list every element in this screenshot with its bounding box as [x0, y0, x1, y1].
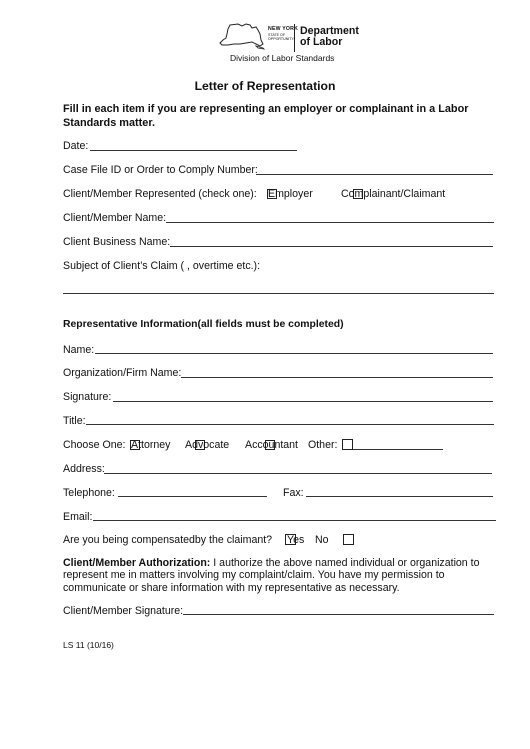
- instructions: Fill in each item if you are representing an employer or complainant in a Labor Standards matter.: [63, 103, 469, 129]
- email-label: Email:: [63, 511, 93, 523]
- department-line-1: Department: [300, 25, 359, 37]
- state-of-opportunity-label: STATE OF OPPORTUNITY.: [268, 33, 295, 42]
- form-number: LS 11 (10/16): [63, 640, 114, 650]
- subject-field[interactable]: [63, 293, 494, 294]
- date-label: Date:: [63, 140, 89, 152]
- title-field[interactable]: [86, 424, 494, 425]
- other-field[interactable]: [353, 449, 443, 450]
- attorney-option-label: Attorney: [131, 439, 171, 451]
- complainant-option-label: Complainant/Claimant: [341, 188, 446, 200]
- org-field[interactable]: [181, 377, 493, 378]
- client-represented-label: Client/Member Represented (check one):: [63, 188, 257, 200]
- subject-label: Subject of Client’s Claim ( , overtime etc.):: [63, 260, 261, 272]
- no-option-label: No: [315, 534, 329, 546]
- authorization-text: I authorize the above named individual or organization to represent me in matters involving my complaint/claim. You have my permission to communicate or share information with my representative as necessary.: [63, 557, 480, 594]
- signature-field[interactable]: [113, 401, 493, 402]
- department-label: [300, 26, 359, 48]
- telephone-label: Telephone:: [63, 487, 115, 499]
- yes-option-label: Yes: [287, 534, 305, 546]
- org-label: Organization/Firm Name:: [63, 367, 182, 379]
- email-field[interactable]: [93, 520, 496, 521]
- accountant-option-label: Accountant: [245, 439, 299, 451]
- logo-divider: [294, 24, 295, 52]
- rep-name-field[interactable]: [95, 353, 493, 354]
- employer-option-label: Employer: [268, 188, 313, 200]
- date-field[interactable]: [90, 150, 297, 151]
- fax-label: Fax:: [283, 487, 304, 499]
- advocate-option-label: Advocate: [185, 439, 230, 451]
- title-label: Title:: [63, 415, 86, 427]
- client-signature-field[interactable]: [183, 614, 494, 615]
- no-checkbox[interactable]: [343, 534, 354, 545]
- new-york-label: NEW YORK: [268, 26, 299, 32]
- client-business-label: Client Business Name:: [63, 236, 171, 248]
- other-option-label: Other:: [308, 439, 338, 451]
- representative-section-heading: Representative Information(all fields must be completed): [63, 319, 344, 330]
- address-label: Address:: [63, 463, 105, 475]
- client-name-field[interactable]: [166, 222, 494, 223]
- fax-field[interactable]: [306, 496, 493, 497]
- department-line-2: of Labor: [300, 36, 343, 48]
- new-york-state-map-icon: [216, 22, 266, 52]
- address-field[interactable]: [104, 473, 492, 474]
- choose-one-label: Choose One:: [63, 439, 126, 451]
- signature-label: Signature:: [63, 391, 112, 403]
- division-label: Division of Labor Standards: [230, 53, 335, 63]
- client-authorization-statement: [63, 557, 493, 594]
- client-business-field[interactable]: [170, 246, 493, 247]
- authorization-label: Client/Member Authorization:: [63, 557, 211, 569]
- case-file-label: Case File ID or Order to Comply Number:: [63, 164, 258, 176]
- client-name-label: Client/Member Name:: [63, 212, 167, 224]
- case-file-field[interactable]: [256, 174, 493, 175]
- telephone-field[interactable]: [118, 496, 267, 497]
- compensated-question: Are you being compensatedby the claimant?: [63, 534, 273, 546]
- client-signature-label: Client/Member Signature:: [63, 605, 184, 617]
- page-title: Letter of Representation: [194, 79, 336, 93]
- rep-name-label: Name:: [63, 344, 95, 356]
- other-checkbox[interactable]: [342, 439, 353, 450]
- nys-dol-logo: [216, 22, 359, 56]
